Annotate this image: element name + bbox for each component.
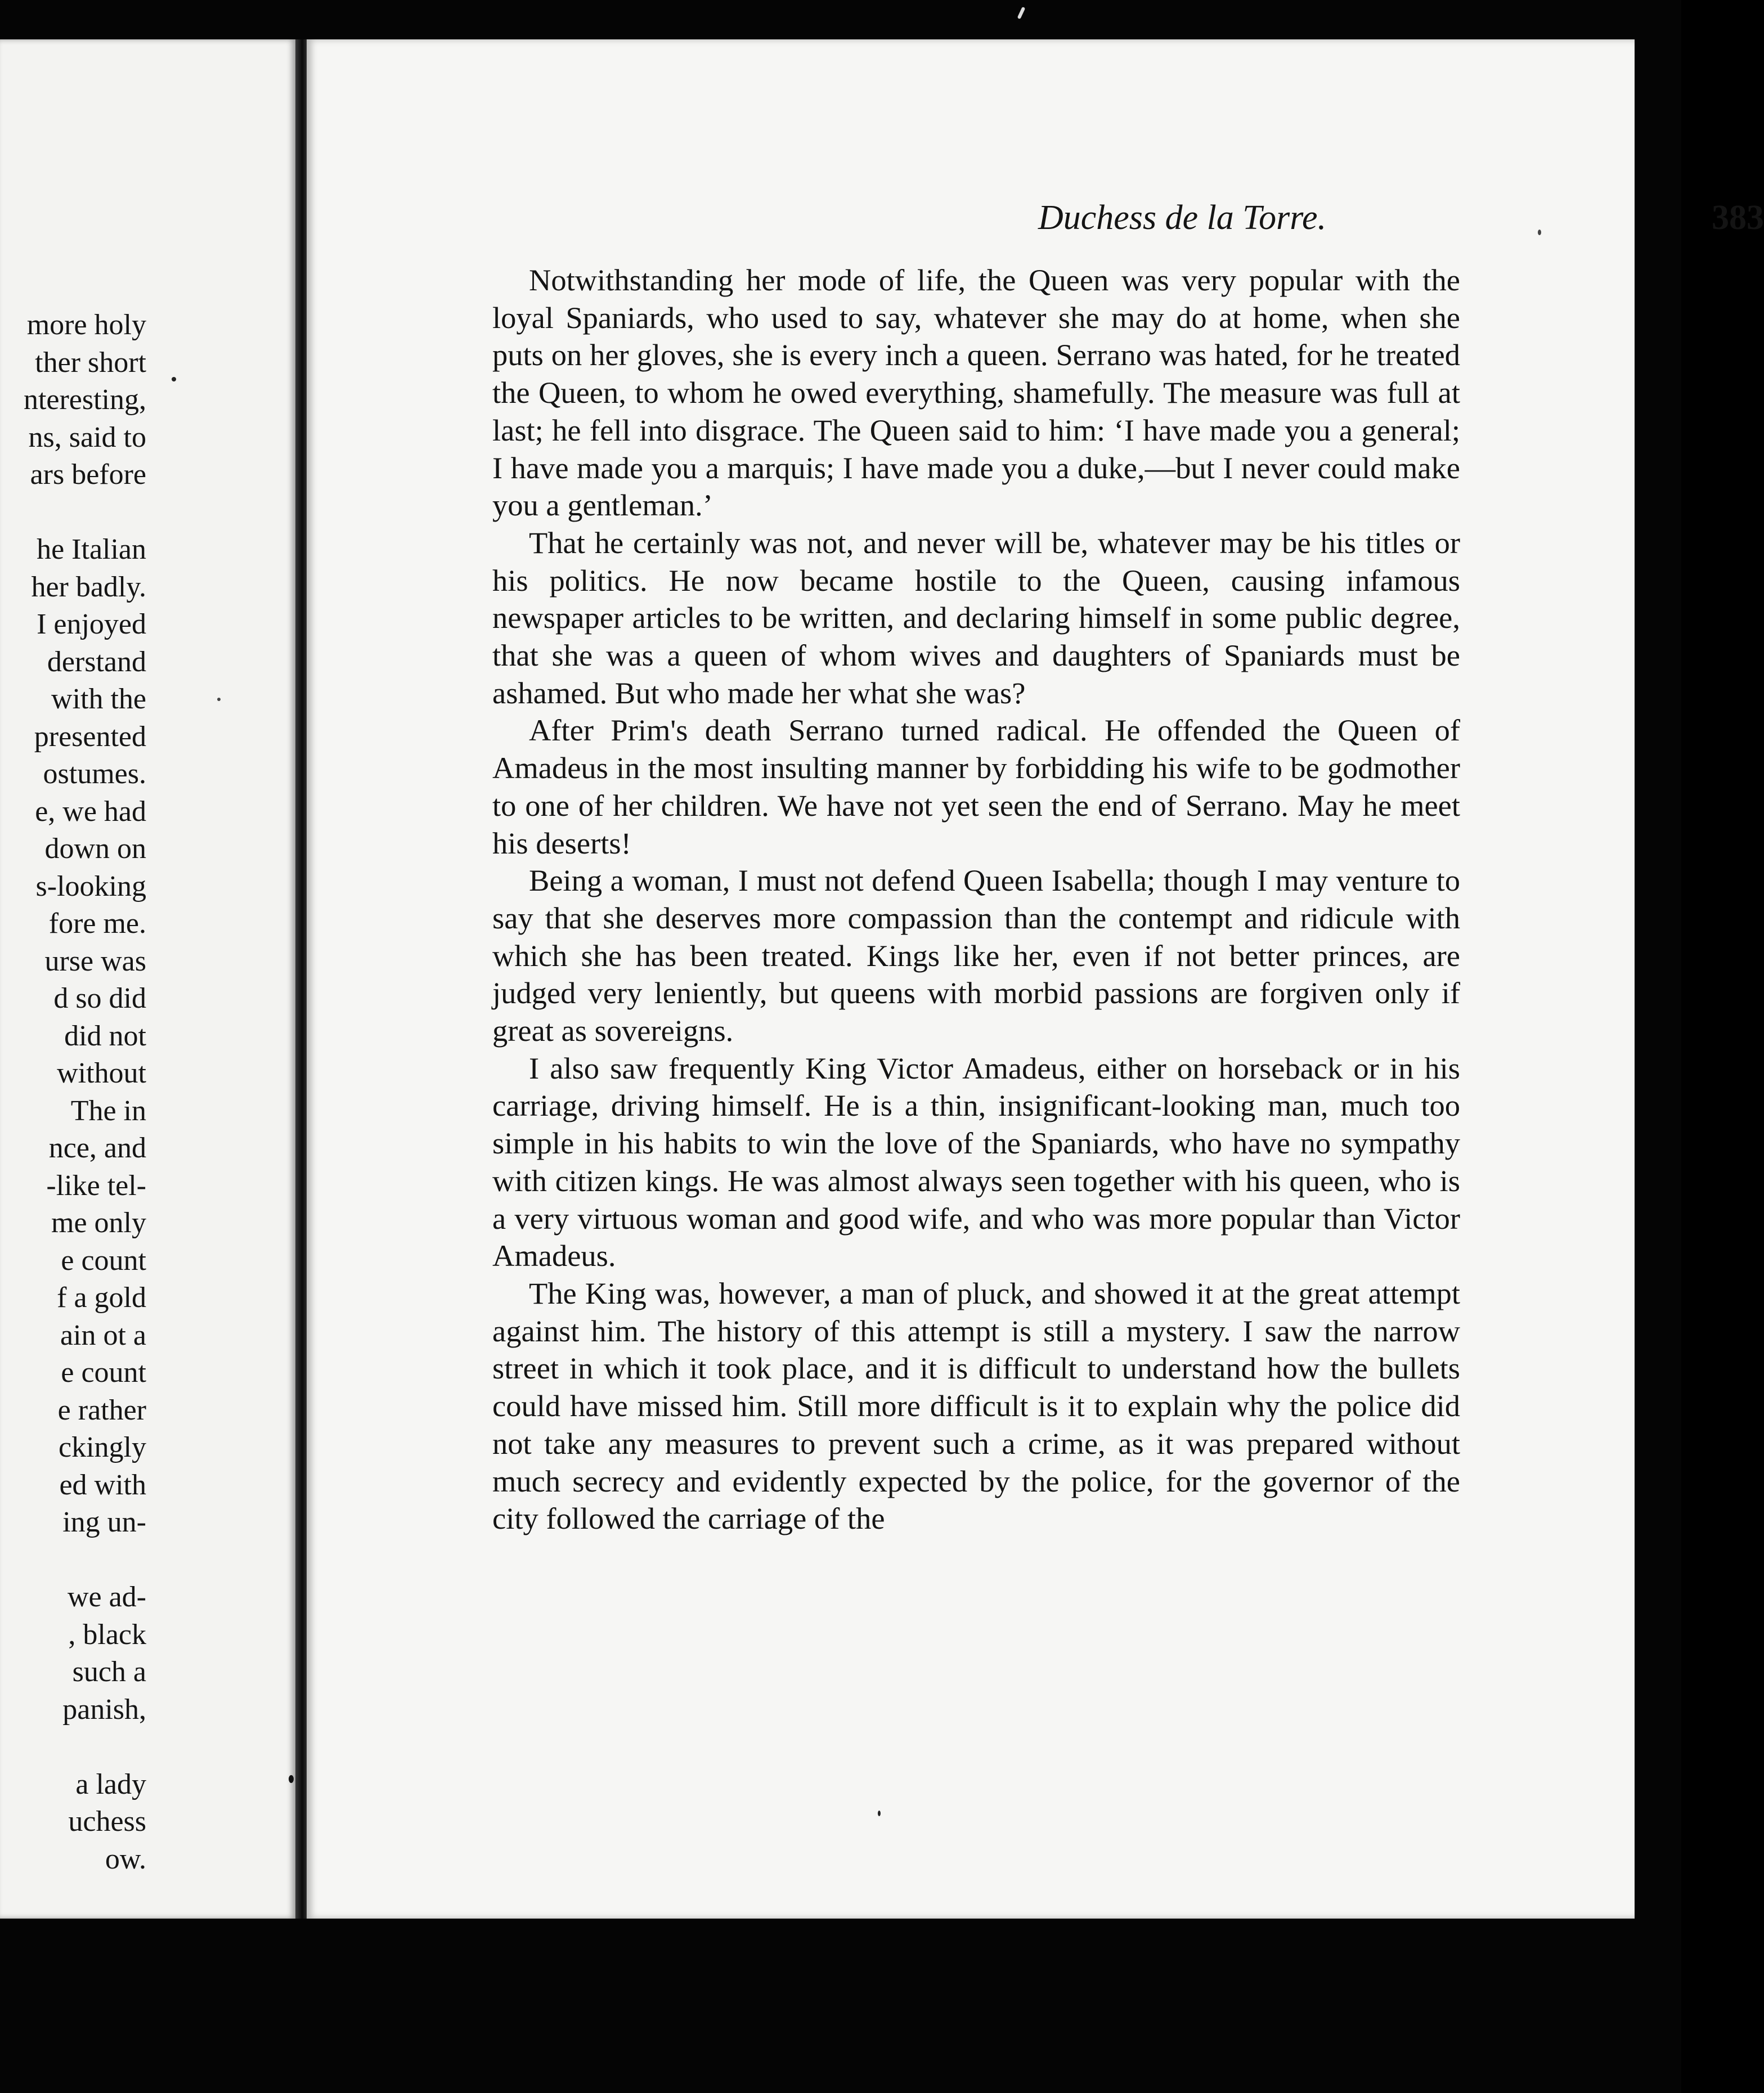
left-page-text-fragments xyxy=(0,307,146,1878)
book-gutter xyxy=(295,39,307,1919)
left-page-line: e count xyxy=(61,1357,146,1389)
left-page-line: presented xyxy=(34,720,146,753)
left-page-line: ckingly xyxy=(59,1431,146,1463)
dust-speck xyxy=(172,377,176,381)
left-page-line: e count xyxy=(61,1244,146,1277)
left-page-line: , black xyxy=(68,1618,146,1651)
page-number: 383 xyxy=(1712,199,1764,237)
dust-speck xyxy=(1017,7,1026,19)
left-page-line: urse was xyxy=(44,945,146,977)
dust-speck xyxy=(878,1811,881,1816)
dust-speck xyxy=(217,698,221,701)
left-page-line: -like tel- xyxy=(46,1169,146,1202)
left-page-gap xyxy=(0,1542,146,1579)
left-page-line: derstand xyxy=(47,645,146,678)
left-page-line: ther short xyxy=(35,346,146,379)
left-page-line: with the xyxy=(51,683,146,715)
left-page-line: uchess xyxy=(68,1805,146,1838)
left-page-line: such a xyxy=(72,1656,146,1688)
left-page-line: f a gold xyxy=(57,1282,146,1314)
left-page-line: ow. xyxy=(105,1843,146,1875)
running-title: Duchess de la Torre. xyxy=(1038,199,1327,237)
left-page-line: nce, and xyxy=(48,1132,146,1164)
left-page-gap xyxy=(0,1728,146,1766)
left-page-line: e rather xyxy=(57,1394,146,1426)
left-page-line: her badly. xyxy=(31,571,146,603)
right-page xyxy=(307,39,1764,1919)
paragraph: Notwithstanding her mode of life, the Queen was very popular with the loyal Spaniards, who used to say, whatever she may do at home, when she puts on her gloves, she is every inch a queen. Serrano was hated, for he treated the Queen, to whom he owed everything, shamefully. The measure was full at last; he fell into disgrace. The Queen said to him: ‘I have made you a general; I have made you a marquis; I have made you a duke,—but I never could make you a gentleman.’ xyxy=(492,263,1460,523)
left-page-line: more holy xyxy=(26,309,146,341)
left-page-line: panish, xyxy=(62,1693,146,1726)
left-facing-page xyxy=(0,39,295,1919)
left-page-line: ns, said to xyxy=(28,421,146,453)
left-page-line: ing un- xyxy=(62,1506,146,1538)
left-page-line: I enjoyed xyxy=(37,608,146,640)
left-page-line: ostumes. xyxy=(43,758,146,790)
left-page-line: a lady xyxy=(75,1768,146,1800)
left-page-line: we ad- xyxy=(67,1581,146,1613)
left-page-line: ain ot a xyxy=(60,1319,146,1351)
left-page-gap xyxy=(0,494,146,532)
left-page-line: nteresting, xyxy=(23,384,146,416)
left-page-line: e, we had xyxy=(35,795,146,828)
left-page-line: down on xyxy=(44,833,146,865)
left-page-line: he Italian xyxy=(37,533,146,565)
left-page-line: fore me. xyxy=(48,908,146,940)
paragraph: The King was, however, a man of pluck, and showed it at the great attempt against him. The history of this attempt is still a mystery. I saw the narrow street in which it took place, and it is difficult to understand how the bullets could have missed him. Still more difficult is it to explain why the police did not take any measures to prevent such a crime, as it was prepared without much secrecy and evidently expected by the police, for the governor of the city followed the carriage of the xyxy=(492,1275,1460,1536)
paragraph: After Prim's death Serrano turned radical. He offended the Queen of Amadeus in the most insulting manner by forbidding his wife to be godmother to one of her children. We have not yet seen the end of Serrano. May he meet his deserts! xyxy=(492,713,1460,860)
page-header xyxy=(1038,198,1764,249)
body-text xyxy=(492,262,1460,1538)
left-page-line: without xyxy=(57,1057,146,1089)
left-page-line: s-looking xyxy=(35,870,146,902)
paragraph: I also saw frequently King Victor Amadeus, either on horseback or in his carriage, driving himself. He is a thin, insignificant-looking man, much too simple in his habits to win the love of the Spaniards, who have no sympathy with citizen kings. He was almost always seen together with his queen, who is a very virtuous woman and good wife, and who was more popular than Victor Amadeus. xyxy=(492,1050,1460,1273)
dust-speck xyxy=(289,1775,294,1783)
left-page-line: did not xyxy=(64,1019,146,1052)
dust-speck xyxy=(1538,230,1541,235)
left-page-line: d so did xyxy=(53,982,146,1014)
left-page-line: me only xyxy=(51,1207,146,1239)
left-page-line: The in xyxy=(70,1094,146,1127)
paragraph: That he certainly was not, and never will be, whatever may be his titles or his politics. He now became hostile to the Queen, causing infamous newspaper articles to be written, and declaring himself in some public degree, that she was a queen of whom wives and daughters of Spaniards must be ashamed. But who made her what she was? xyxy=(492,525,1460,710)
left-page-line: ars before xyxy=(30,459,146,491)
paragraph: Being a woman, I must not defend Queen Isabella; though I may venture to say that she deserves more compassion than the contempt and ridicule with which she has been treated. Kings like her, even if not better princes, are judged very leniently, but queens with morbid passions are forgiven only if great as sovereigns. xyxy=(492,863,1460,1048)
left-page-line: ed with xyxy=(59,1468,146,1501)
